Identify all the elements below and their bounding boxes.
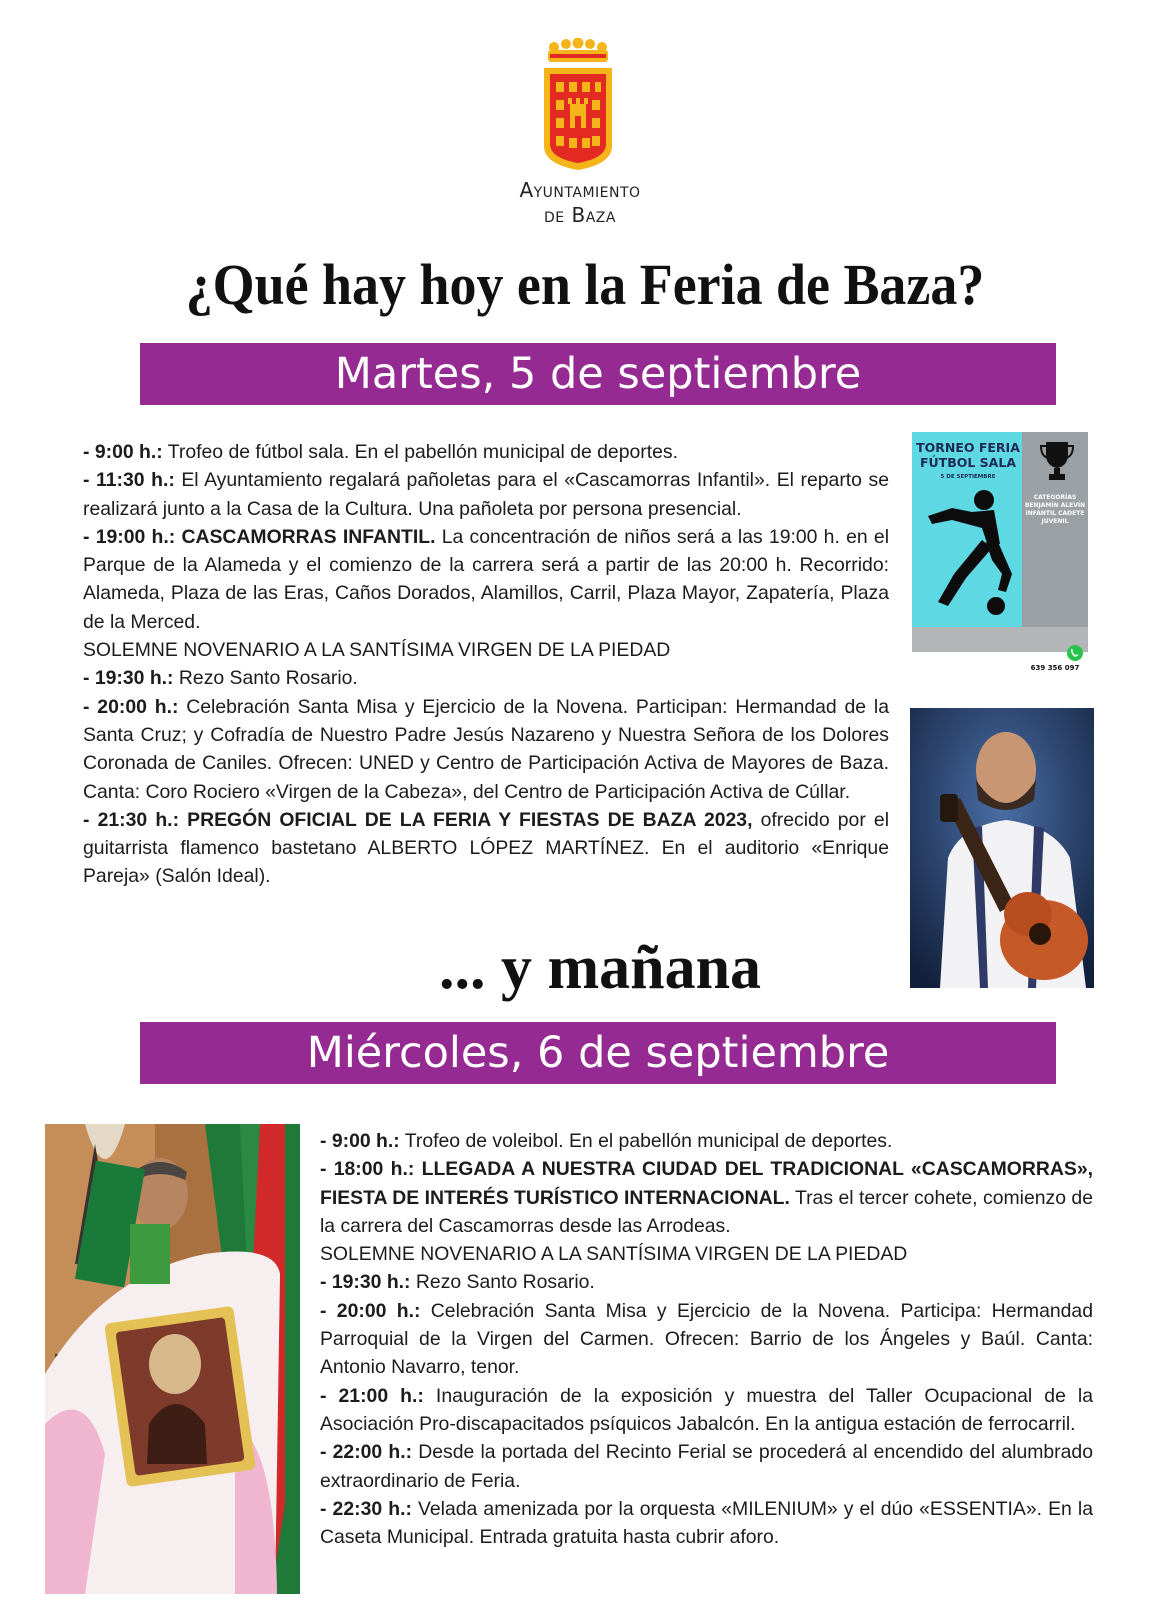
day2-events — [320, 1127, 1093, 1551]
day1-event-item — [83, 466, 889, 523]
day2-event-item — [320, 1127, 1093, 1155]
day1-event-item — [83, 523, 889, 636]
day1-event-time: - 9:00 h.: — [83, 441, 163, 463]
town-hall-name — [440, 178, 720, 228]
day1-event-highlight: CASCAMORRAS INFANTIL. — [175, 525, 436, 548]
futsal-tournament-poster — [912, 432, 1088, 680]
day1-event-text: Rezo Santo Rosario. — [173, 667, 358, 690]
day2-event-text: Rezo Santo Rosario. — [410, 1271, 595, 1294]
day2-event-highlight: LLEGADA A NUESTRA CIUDAD DEL TRADICIONAL «CASCAMORRAS», FIESTA DE INTERÉS TURÍSTICO INTERNACIONAL. — [320, 1158, 1094, 1209]
day2-event-time: - 9:00 h.: — [320, 1130, 400, 1152]
tomorrow-heading: ... y mañana — [438, 934, 762, 1002]
day1-event-text: ofrecido por el guitarrista flamenco bastetano ALBERTO LÓPEZ MARTÍNEZ. En el auditorio «Enrique Pareja» (Salón Ideal). — [83, 808, 890, 888]
day1-events — [83, 438, 889, 891]
day2-event-item — [320, 1297, 1093, 1382]
day2-event-time: - 19:30 h.: — [320, 1271, 411, 1294]
day2-event-time: - 22:30 h.: — [320, 1497, 412, 1520]
trophy-icon — [1040, 440, 1074, 482]
day1-event-item — [83, 693, 889, 806]
day1-event-text: Trofeo de fútbol sala. En el pabellón municipal de deportes. — [162, 441, 678, 463]
day2-event-item — [320, 1438, 1093, 1495]
day1-event-text: La concentración de niños será a las 19:00 h. en el Parque de la Alameda y el comienzo de la carrera será a partir de las 20:00 h. Recorrido: Alameda, Plaza de las Eras, Caños Dorados, Alamillos, Carril, Plaza Mayor, Zapatería, Plaza de la Merced. — [83, 525, 889, 633]
day1-event-item — [83, 438, 889, 466]
page-title: ¿Qué hay hoy en la Feria de Baza? — [185, 252, 985, 317]
day1-event-time: - 11:30 h.: — [83, 469, 175, 492]
day2-event-text: SOLEMNE NOVENARIO A LA SANTÍSIMA VIRGEN DE LA PIEDAD — [320, 1243, 908, 1266]
day1-event-text: El Ayuntamiento regalará pañoletas para el «Cascamorras Infantil». El reparto se realizará junto a la Casa de la Cultura. Una pañoleta por persona presencial. — [83, 469, 889, 520]
day2-event-text: Tras el tercer cohete, comienzo de la carrera del Cascamorras desde las Arrodeas. — [320, 1186, 1093, 1237]
day2-event-item — [320, 1240, 1093, 1268]
day2-event-item — [320, 1268, 1093, 1296]
day1-event-item — [83, 636, 889, 664]
day2-event-text: Desde la portada del Recinto Ferial se procederá al encendido del alumbrado extraordinario de Feria. — [320, 1441, 1093, 1492]
day2-banner: Miércoles, 6 de septiembre — [140, 1022, 1056, 1084]
town-hall-name-line1: Ayuntamiento — [519, 178, 641, 202]
day1-event-time: - 20:00 h.: — [83, 695, 179, 718]
day1-event-highlight: PREGÓN OFICIAL DE LA FERIA Y FIESTAS DE BAZA 2023, — [179, 808, 753, 831]
town-hall-name-line2: de Baza — [544, 203, 616, 227]
poster-title: TORNEO FERIA FÚTBOL SALA — [916, 440, 1020, 470]
poster-categories: CATEGORÍAS BENJAMÍN ALEVÍN INFANTIL CADETE JUVENIL — [1024, 494, 1086, 525]
day1-event-time: - 19:30 h.: — [83, 667, 174, 690]
day2-event-item — [320, 1382, 1093, 1439]
day1-event-item — [83, 806, 889, 891]
day2-event-item — [320, 1155, 1093, 1240]
day2-event-time: - 22:00 h.: — [320, 1441, 413, 1464]
day2-event-time: - 18:00 h.: — [320, 1158, 415, 1181]
day2-event-time: - 21:00 h.: — [320, 1384, 424, 1407]
day1-event-text: Celebración Santa Misa y Ejercicio de la Novena. Participan: Hermandad de la Santa Cruz; y Cofradía de Nuestro Padre Jesús Nazareno y Nuestra Señora de los Dolores Coronada de Caniles. Ofrecen: UNED y Centro de Participación Activa de Mayores de Baza. Canta: Coro Rociero «Virgen de la Cabeza», del Centro de Participación Activa de Cúllar. — [83, 695, 890, 803]
coat-of-arms-logo — [540, 38, 616, 172]
football-player-icon — [922, 482, 1018, 622]
day1-event-text: SOLEMNE NOVENARIO A LA SANTÍSIMA VIRGEN DE LA PIEDAD — [83, 639, 671, 662]
day1-event-item — [83, 664, 889, 692]
guitarist-photo — [910, 708, 1094, 988]
day1-banner: Martes, 5 de septiembre — [140, 343, 1056, 405]
day2-event-text: Inauguración de la exposición y muestra del Taller Ocupacional de la Asociación Pro-discapacitados psíquicos Jabalcón. En la antigua estación de ferrocarril. — [320, 1384, 1094, 1435]
day2-event-item — [320, 1495, 1093, 1552]
cascamorras-flag-photo — [45, 1124, 300, 1594]
day2-event-text: Celebración Santa Misa y Ejercicio de la Novena. Participa: Hermandad Parroquial de la Virgen del Carmen. Ofrecen: Barrio de los Ángeles y Baúl. Canta: Antonio Navarro, tenor. — [320, 1299, 1093, 1379]
day2-event-time: - 20:00 h.: — [320, 1299, 421, 1322]
whatsapp-icon — [1066, 644, 1084, 662]
poster-phone: 639 356 097 — [1030, 664, 1080, 672]
poster-date: 5 DE SEPTIEMBRE — [940, 474, 996, 480]
day2-event-text: Velada amenizada por la orquesta «MILENIUM» y el dúo «ESSENTIA». En la Caseta Municipal. Entrada gratuita hasta cubrir aforo. — [320, 1497, 1094, 1549]
day2-event-text: Trofeo de voleibol. En el pabellón municipal de deportes. — [399, 1130, 893, 1152]
day1-event-time: - 19:00 h.: — [83, 525, 176, 548]
day1-event-time: - 21:30 h.: — [83, 808, 180, 831]
